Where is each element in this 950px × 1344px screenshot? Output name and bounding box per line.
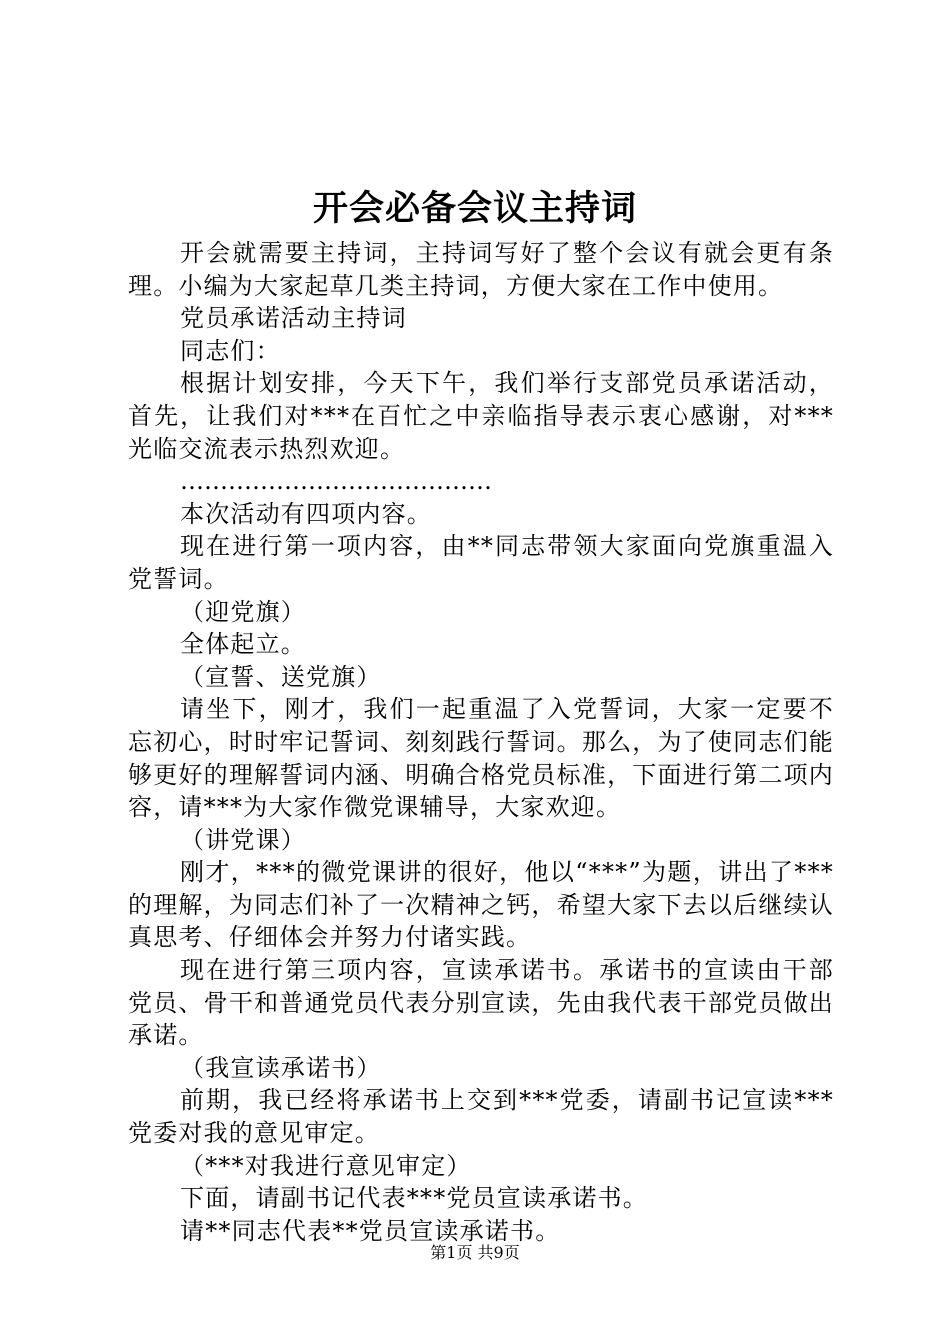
ellipsis-separator: ………………………………… <box>180 467 492 496</box>
paragraph: 现在进行第一项内容，由**同志带领大家面向党旗重温入党誓词。 <box>128 532 834 593</box>
paragraph: 请**同志代表**党员宣读承诺书。 <box>180 1216 561 1245</box>
paragraph: 现在进行第三项内容，宣读承诺书。承诺书的宣读由干部党员、骨干和普通党员代表分别宣读，先由我代表干部党员做出承诺。 <box>128 956 834 1050</box>
paragraph: （***对我进行意见审定） <box>180 1151 472 1180</box>
paragraph: （迎党旗） <box>180 597 306 626</box>
page-footer: 第1页 共9页 <box>430 1243 520 1262</box>
paragraph: 全体起立。 <box>180 630 306 659</box>
document-title: 开会必备会议主持词 <box>312 188 637 229</box>
paragraph: 前期，我已经将承诺书上交到***党委，请副书记宣读***党委对我的意见审定。 <box>128 1086 834 1148</box>
paragraph: 开会就需要主持词，主持词写好了整个会议有就会更有条理。小编为大家起草几类主持词，方便大家在工作中使用。 <box>128 239 834 300</box>
paragraph: 党员承诺活动主持词 <box>180 304 407 333</box>
paragraph: 请坐下，刚才，我们一起重温了入党誓词，大家一定要不忘初心，时时牢记誓词、刻刻践行誓词。那么，为了使同志们能够更好的理解誓词内涵、明确合格党员标准，下面进行第二项内容，请***为大家作微党课辅导，大家欢迎。 <box>128 695 834 822</box>
paragraph: 下面，请副书记代表***党员宣读承诺书。 <box>180 1184 648 1213</box>
paragraph: （我宣读承诺书） <box>180 1053 382 1082</box>
paragraph: （宣誓、送党旗） <box>180 662 382 691</box>
document-body <box>128 237 834 1247</box>
paragraph: （讲党课） <box>180 825 306 854</box>
paragraph: 根据计划安排，今天下午，我们举行支部党员承诺活动，首先，让我们对***在百忙之中亲临指导表示衷心感谢，对***光临交流表示热烈欢迎。 <box>128 369 834 463</box>
paragraph: 本次活动有四项内容。 <box>180 499 432 528</box>
paragraph: 同志们： <box>180 336 281 365</box>
paragraph: 刚才，***的微党课讲的很好，他以“***”为题，讲出了***的理解，为同志们补了一次精神之钙，希望大家下去以后继续认真思考、仔细体会并努力付诸实践。 <box>128 858 834 952</box>
